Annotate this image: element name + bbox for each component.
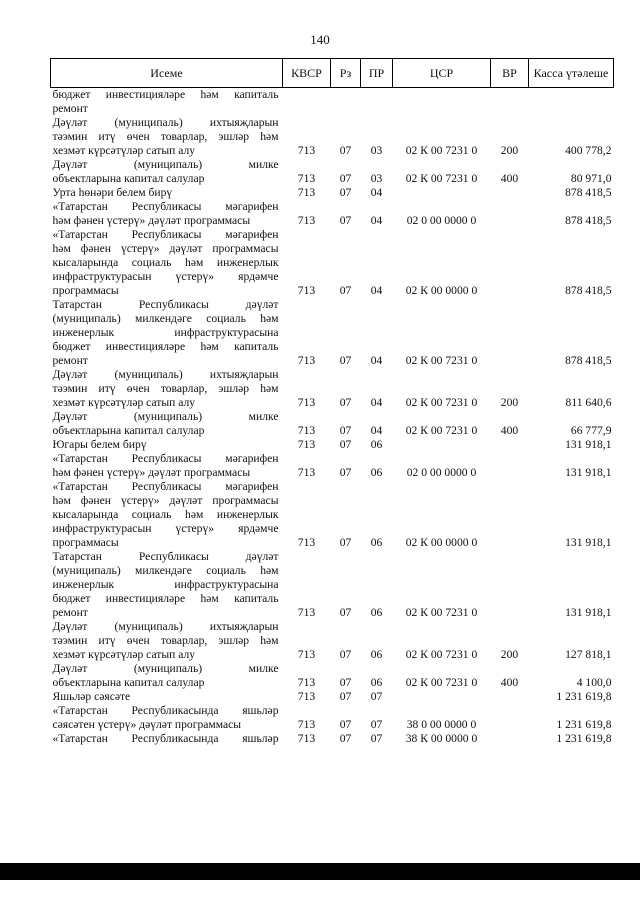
row-kvsr: 713 bbox=[297, 424, 316, 437]
header-pr: ПР bbox=[361, 59, 393, 88]
row-name-line: «Татарстан Республикасында яшьләр bbox=[52, 704, 279, 717]
row-amount: 131 918,1 bbox=[565, 438, 612, 451]
row-name-cell bbox=[51, 550, 283, 620]
row-amount: 131 918,1 bbox=[565, 536, 612, 549]
row-amount: 80 971,0 bbox=[570, 172, 612, 185]
row-amount: 878 418,5 bbox=[565, 284, 612, 297]
row-name-cell bbox=[51, 732, 283, 746]
row-rz: 07 bbox=[339, 424, 352, 437]
table-row bbox=[51, 368, 614, 410]
row-name-line: программасы bbox=[52, 536, 119, 549]
row-amount: 66 777,9 bbox=[570, 424, 612, 437]
table-row bbox=[51, 480, 614, 550]
header-rz: Рз bbox=[331, 59, 361, 88]
row-name-cell bbox=[51, 690, 283, 704]
row-name-cell bbox=[51, 186, 283, 200]
row-pr: 06 bbox=[370, 438, 383, 451]
budget-table bbox=[50, 58, 614, 746]
row-rz: 07 bbox=[339, 606, 352, 619]
row-vr bbox=[491, 200, 529, 228]
row-vr bbox=[491, 480, 529, 550]
row-csr: 02 К 00 0000 0 bbox=[405, 536, 478, 549]
table-row bbox=[51, 662, 614, 690]
row-name-cell bbox=[51, 452, 283, 480]
row-amount: 878 418,5 bbox=[565, 214, 612, 227]
table-row bbox=[51, 410, 614, 438]
table-row bbox=[51, 186, 614, 200]
row-name-line: Яшьләр сәясәте bbox=[52, 690, 131, 703]
table-row bbox=[51, 704, 614, 732]
row-vr bbox=[491, 228, 529, 298]
table-row bbox=[51, 452, 614, 480]
row-name-line: бюджет инвестицияләре һәм капиталь bbox=[52, 592, 279, 605]
row-rz: 07 bbox=[339, 648, 352, 661]
row-rz: 07 bbox=[339, 214, 352, 227]
header-kassa: Касса үтәлеше bbox=[529, 59, 614, 88]
row-pr: 07 bbox=[370, 690, 383, 703]
row-rz: 07 bbox=[339, 690, 352, 703]
table-row bbox=[51, 298, 614, 368]
row-rz: 07 bbox=[339, 438, 352, 451]
row-name-line: һәм фәнен үстерү» дәүләт программасы bbox=[52, 466, 251, 479]
row-pr: 03 bbox=[370, 144, 383, 157]
row-amount: 878 418,5 bbox=[565, 354, 612, 367]
row-kvsr: 713 bbox=[297, 676, 316, 689]
row-kvsr: 713 bbox=[297, 732, 316, 745]
row-vr: 400 bbox=[500, 172, 519, 185]
row-rz: 07 bbox=[339, 718, 352, 731]
table-row bbox=[51, 158, 614, 186]
row-amount: 1 231 619,8 bbox=[556, 732, 612, 745]
row-amount: 127 818,1 bbox=[565, 648, 612, 661]
row-rz: 07 bbox=[339, 354, 352, 367]
row-name-line: программасы bbox=[52, 284, 119, 297]
row-pr: 06 bbox=[370, 676, 383, 689]
row-name-line: тәэмин итү өчен товарлар, эшләр һәм bbox=[52, 130, 279, 143]
row-rz: 07 bbox=[339, 284, 352, 297]
row-name-line: һәм фәнен үстерү» дәүләт программасы bbox=[52, 494, 279, 507]
row-name-line: Татарстан Республикасы дәүләт bbox=[52, 298, 279, 311]
row-kvsr: 713 bbox=[297, 144, 316, 157]
row-name-line: Дәүләт (муниципаль) ихтыяҗларын bbox=[52, 116, 279, 129]
table-row bbox=[51, 550, 614, 620]
row-rz: 07 bbox=[339, 732, 352, 745]
row-rz: 07 bbox=[339, 466, 352, 479]
row-vr bbox=[491, 438, 529, 452]
row-name-line: Дәүләт (муниципаль) милке bbox=[52, 410, 279, 423]
row-csr bbox=[393, 690, 491, 704]
row-name-cell bbox=[51, 438, 283, 452]
row-amount: 878 418,5 bbox=[565, 186, 612, 199]
row-name-line: объектларына капитал салулар bbox=[52, 172, 205, 185]
row-kvsr: 713 bbox=[297, 172, 316, 185]
row-csr: 02 К 00 7231 0 bbox=[405, 144, 478, 157]
table-row bbox=[51, 620, 614, 662]
row-rz: 07 bbox=[339, 396, 352, 409]
row-amount: 131 918,1 bbox=[565, 466, 612, 479]
row-name-line: тәэмин итү өчен товарлар, эшләр һәм bbox=[52, 382, 279, 395]
row-vr: 400 bbox=[500, 676, 519, 689]
row-pr: 06 bbox=[370, 466, 383, 479]
budget-table-container bbox=[50, 58, 613, 746]
row-csr: 02 К 00 7231 0 bbox=[405, 648, 478, 661]
row-pr: 07 bbox=[370, 732, 383, 745]
row-vr bbox=[491, 452, 529, 480]
row-name-line: «Татарстан Республикасы мәгарифен bbox=[52, 480, 279, 493]
row-name-cell bbox=[51, 158, 283, 186]
header-kvsr: КВСР bbox=[283, 59, 331, 88]
row-amount: 1 231 619,8 bbox=[556, 718, 612, 731]
table-row bbox=[51, 200, 614, 228]
row-name-cell bbox=[51, 368, 283, 410]
row-name-line: объектларына капитал салулар bbox=[52, 676, 205, 689]
row-name-line: Дәүләт (муниципаль) милке bbox=[52, 158, 279, 171]
header-name: Исеме bbox=[51, 59, 283, 88]
table-row bbox=[51, 228, 614, 298]
row-name-line: инфраструктурасын үстерү» ярдәмче bbox=[52, 522, 279, 535]
row-name-line: Дәүләт (муниципаль) ихтыяҗларын bbox=[52, 368, 279, 381]
row-pr bbox=[361, 88, 393, 117]
row-pr: 04 bbox=[370, 186, 383, 199]
row-name-line: Югары белем бирү bbox=[52, 438, 147, 451]
row-name-cell bbox=[51, 704, 283, 732]
table-row bbox=[51, 88, 614, 117]
row-rz: 07 bbox=[339, 172, 352, 185]
row-kvsr: 713 bbox=[297, 648, 316, 661]
row-name-cell bbox=[51, 410, 283, 438]
row-pr: 04 bbox=[370, 354, 383, 367]
row-rz: 07 bbox=[339, 676, 352, 689]
row-vr: 200 bbox=[500, 144, 519, 157]
row-name-line: Дәүләт (муниципаль) милке bbox=[52, 662, 279, 675]
row-name-line: инженерлык инфраструктурасына bbox=[52, 326, 279, 339]
row-pr: 03 bbox=[370, 172, 383, 185]
row-name-line: инженерлык инфраструктурасына bbox=[52, 578, 279, 591]
row-name-cell bbox=[51, 88, 283, 117]
row-pr: 06 bbox=[370, 606, 383, 619]
row-amount: 400 778,2 bbox=[565, 144, 612, 157]
row-csr: 02 К 00 7231 0 bbox=[405, 424, 478, 437]
row-vr bbox=[491, 298, 529, 368]
row-name-line: (муниципаль) милкендәге социаль һәм bbox=[52, 312, 279, 325]
row-csr: 02 К 00 0000 0 bbox=[405, 284, 478, 297]
row-csr: 02 0 00 0000 0 bbox=[406, 466, 477, 479]
row-name-line: «Татарстан Республикасы мәгарифен bbox=[52, 200, 279, 213]
row-vr bbox=[491, 732, 529, 746]
row-amount: 4 100,0 bbox=[576, 676, 612, 689]
row-csr: 38 К 00 0000 0 bbox=[405, 732, 478, 745]
row-name-line: инфраструктурасын үстерү» ярдәмче bbox=[52, 270, 279, 283]
row-name-cell bbox=[51, 480, 283, 550]
row-name-cell bbox=[51, 228, 283, 298]
row-kvsr: 713 bbox=[297, 186, 316, 199]
row-name-line: «Татарстан Республикасында яшьләр bbox=[52, 732, 279, 745]
row-name-line: һәм фәнен үстерү» дәүләт программасы bbox=[52, 242, 279, 255]
row-rz: 07 bbox=[339, 144, 352, 157]
row-pr: 04 bbox=[370, 424, 383, 437]
row-name-line: ремонт bbox=[52, 102, 88, 115]
row-name-line: «Татарстан Республикасы мәгарифен bbox=[52, 228, 279, 241]
row-rz: 07 bbox=[339, 536, 352, 549]
table-header bbox=[51, 59, 614, 88]
page-number: 140 bbox=[310, 32, 330, 47]
row-rz: 07 bbox=[339, 186, 352, 199]
table-row bbox=[51, 438, 614, 452]
row-pr: 04 bbox=[370, 396, 383, 409]
row-rz bbox=[331, 88, 361, 117]
row-name-line: бюджет инвестицияләре һәм капиталь bbox=[52, 340, 279, 353]
row-name-line: хезмәт күрсәтүләр сатып алу bbox=[52, 144, 196, 157]
row-name-cell bbox=[51, 662, 283, 690]
row-kvsr: 713 bbox=[297, 690, 316, 703]
row-pr: 06 bbox=[370, 536, 383, 549]
row-kvsr: 713 bbox=[297, 718, 316, 731]
row-name-line: ремонт bbox=[52, 354, 88, 367]
row-csr: 02 К 00 7231 0 bbox=[405, 354, 478, 367]
row-csr: 02 К 00 7231 0 bbox=[405, 172, 478, 185]
row-name-line: сәясәтен үстерү» дәүләт программасы bbox=[52, 718, 242, 731]
row-vr bbox=[491, 186, 529, 200]
row-pr: 06 bbox=[370, 648, 383, 661]
row-name-line: кысаларында социаль һәм инженерлык bbox=[52, 508, 279, 521]
header-vr: ВР bbox=[491, 59, 529, 88]
row-name-line: Урта һөнәри белем бирү bbox=[52, 186, 173, 199]
row-csr: 02 К 00 7231 0 bbox=[405, 396, 478, 409]
row-kvsr: 713 bbox=[297, 396, 316, 409]
row-vr bbox=[491, 690, 529, 704]
row-kvsr: 713 bbox=[297, 606, 316, 619]
row-name-line: ремонт bbox=[52, 606, 88, 619]
row-amount: 131 918,1 bbox=[565, 606, 612, 619]
row-csr: 38 0 00 0000 0 bbox=[406, 718, 477, 731]
row-amount bbox=[529, 88, 614, 117]
row-vr: 400 bbox=[500, 424, 519, 437]
row-vr: 200 bbox=[500, 396, 519, 409]
row-kvsr: 713 bbox=[297, 466, 316, 479]
row-name-cell bbox=[51, 116, 283, 158]
scan-bottom-edge bbox=[0, 863, 640, 880]
row-kvsr: 713 bbox=[297, 284, 316, 297]
row-name-line: Татарстан Республикасы дәүләт bbox=[52, 550, 279, 563]
row-name-line: хезмәт күрсәтүләр сатып алу bbox=[52, 396, 196, 409]
row-name-line: Дәүләт (муниципаль) ихтыяҗларын bbox=[52, 620, 279, 633]
table-row bbox=[51, 732, 614, 746]
row-amount: 1 231 619,8 bbox=[556, 690, 612, 703]
row-csr bbox=[393, 186, 491, 200]
row-name-line: «Татарстан Республикасы мәгарифен bbox=[52, 452, 279, 465]
row-kvsr: 713 bbox=[297, 536, 316, 549]
row-name-cell bbox=[51, 620, 283, 662]
row-name-line: кысаларында социаль һәм инженерлык bbox=[52, 256, 279, 269]
row-pr: 04 bbox=[370, 214, 383, 227]
row-name-line: бюджет инвестицияләре һәм капиталь bbox=[52, 88, 279, 101]
row-name-line: тәэмин итү өчен товарлар, эшләр һәм bbox=[52, 634, 279, 647]
row-csr: 02 0 00 0000 0 bbox=[406, 214, 477, 227]
row-csr: 02 К 00 7231 0 bbox=[405, 606, 478, 619]
table-body bbox=[51, 88, 614, 747]
row-csr: 02 К 00 7231 0 bbox=[405, 676, 478, 689]
row-name-cell bbox=[51, 200, 283, 228]
row-kvsr: 713 bbox=[297, 214, 316, 227]
row-kvsr: 713 bbox=[297, 354, 316, 367]
row-name-line: (муниципаль) милкендәге социаль һәм bbox=[52, 564, 279, 577]
row-amount: 811 640,6 bbox=[565, 396, 612, 409]
header-csr: ЦСР bbox=[393, 59, 491, 88]
table-row bbox=[51, 116, 614, 158]
row-pr: 04 bbox=[370, 284, 383, 297]
row-vr: 200 bbox=[500, 648, 519, 661]
row-kvsr: 713 bbox=[297, 438, 316, 451]
row-csr bbox=[393, 88, 491, 117]
row-vr bbox=[491, 704, 529, 732]
row-pr: 07 bbox=[370, 718, 383, 731]
table-row bbox=[51, 690, 614, 704]
row-name-cell bbox=[51, 298, 283, 368]
row-name-line: объектларына капитал салулар bbox=[52, 424, 205, 437]
row-name-line: хезмәт күрсәтүләр сатып алу bbox=[52, 648, 196, 661]
row-csr bbox=[393, 438, 491, 452]
row-vr bbox=[491, 88, 529, 117]
row-vr bbox=[491, 550, 529, 620]
row-kvsr bbox=[283, 88, 331, 117]
row-name-line: һәм фәнен үстерү» дәүләт программасы bbox=[52, 214, 251, 227]
